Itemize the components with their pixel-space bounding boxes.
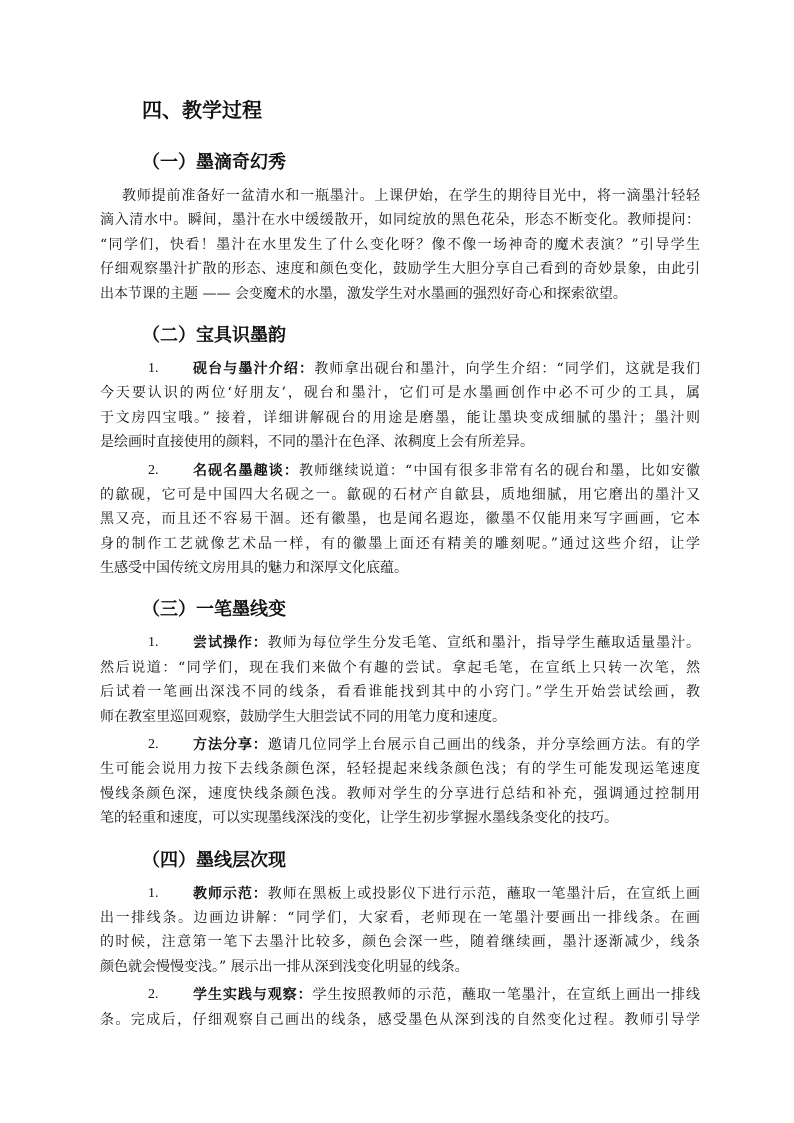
item-number: 1. — [148, 635, 159, 651]
item-first-line — [100, 733, 700, 757]
text-line: 的时候，注意第一笔下去墨汁比较多，颜色会深一些，随着继续画，墨汁逐渐减少，线条 — [100, 934, 700, 951]
text-line: 是绘画时直接使用的颜料，不同的墨汁在色泽、浓稠度上会有所差异。 — [100, 434, 534, 451]
text-line: 笔的轻重和速度，可以实现墨线深浅的变化，让学生初步掌握水墨线条变化的技巧。 — [100, 810, 618, 827]
text-line: 生感受中国传统文房用具的魅力和深厚文化底蕴。 — [100, 560, 408, 577]
item-label: 尝试操作： — [193, 635, 268, 652]
section — [100, 847, 700, 1032]
section — [100, 596, 700, 830]
list-item — [100, 983, 700, 1032]
item-text: 教师在黑板上或投影仪下进行示范，蘸取一笔墨汁后，在宣纸上画 — [267, 885, 701, 902]
item-text: 邀请几位同学上台展示自己画出的线条，并分享绘画方法。有的学 — [267, 737, 701, 754]
item-number: 1. — [148, 885, 159, 901]
text-line: “同学们，快看！墨汁在水里发生了什么变化呀？像不像一场神奇的魔术表演？”引导学生 — [100, 236, 700, 253]
section-heading: （四）墨线层次现 — [142, 849, 286, 871]
item-first-line — [100, 631, 700, 655]
item-label: 方法分享： — [193, 737, 268, 754]
text-line: 颜色就会慢慢变浅。” 展示出一排从深到浅变化明显的线条。 — [100, 958, 469, 975]
item-text: 教师为每位学生分发毛笔、宣纸和墨汁，指导学生蘸取适量墨汁。 — [267, 635, 701, 652]
item-first-line — [100, 983, 700, 1007]
item-text: 教师拿出砚台和墨汁，向学生介绍：“同学们，这就是我们 — [314, 360, 701, 377]
section-heading: （三）一笔墨线变 — [142, 599, 286, 621]
item-label: 名砚名墨趣谈： — [193, 462, 300, 479]
item-first-line — [100, 459, 700, 483]
item-number: 2. — [148, 737, 159, 753]
text-line: 仔细观察墨汁扩散的形态、速度和颜色变化，鼓励学生大胆分享自己看到的奇妙景象，由此引 — [100, 261, 700, 278]
text-line: 教师提前准备好一盆清水和一瓶墨汁。上课伊始，在学生的期待目光中，将一滴墨汁轻轻 — [122, 188, 700, 204]
page-title: 四、教学过程 — [142, 98, 262, 122]
text-line: 的歙砚，它可是中国四大名砚之一。歙砚的石材产自歙县，质地细腻，用它磨出的墨汁又 — [100, 486, 700, 503]
section — [100, 149, 700, 306]
text-line: 滴入清水中。瞬间，墨汁在水中缓缓散开，如同绽放的黑色花朵，形态不断变化。教师提问： — [100, 212, 700, 229]
item-label: 砚台与墨汁介绍： — [193, 360, 315, 377]
list-item — [100, 631, 700, 729]
text-line: 条。完成后，仔细观察自己画出的线条，感受墨色从深到浅的自然变化过程。教师引导学 — [100, 1011, 700, 1028]
item-first-line — [100, 357, 700, 381]
item-first-line — [100, 882, 700, 906]
text-line: 黑又亮，而且还不容易干涸。还有徽墨，也是闻名遐迩，徽墨不仅能用来写字画画，它本 — [100, 511, 700, 528]
item-text: 学生按照教师的示范，蘸取一笔墨汁，在宣纸上画出一排线 — [312, 987, 700, 1004]
paragraph — [100, 184, 700, 306]
list-item — [100, 733, 700, 831]
text-line: 出本节课的主题 —— 会变魔术的水墨，激发学生对水墨画的强烈好奇心和探索欲望。 — [100, 285, 627, 302]
text-line: 于文房四宝哦。” 接着，详细讲解砚台的用途是磨墨，能让墨块变成细腻的墨汁；墨汁则 — [100, 409, 700, 426]
text-line: 今天要认识的两位‘好朋友’，砚台和墨汁，它们可是水墨画创作中必不可少的工具，属 — [100, 385, 700, 402]
text-line: 师在教室里巡回观察，鼓励学生大胆尝试不同的用笔力度和速度。 — [100, 708, 506, 725]
item-number: 2. — [148, 987, 159, 1003]
text-line: 身的制作工艺就像艺术品一样，有的徽墨上面还有精美的雕刻呢。”通过这些介绍，让学 — [100, 535, 700, 552]
list-item — [100, 459, 700, 581]
text-line: 生可能会说用力按下去线条颜色深，轻轻提起来线条颜色浅；有的学生可能发现运笔速度 — [100, 761, 700, 778]
section-heading: （一）墨滴奇幻秀 — [142, 152, 286, 173]
text-line: 出一排线条。边画边讲解：“同学们，大家看，老师现在一笔墨汁要画出一排线条。在画 — [100, 909, 700, 926]
list-item — [100, 357, 700, 455]
text-line: 慢线条颜色深，速度快线条颜色浅。教师对学生的分享进行总结和补充，强调通过控制用 — [100, 785, 700, 802]
item-label: 教师示范： — [193, 885, 268, 902]
section-heading: （二）宝具识墨韵 — [142, 324, 286, 346]
document-body — [100, 96, 700, 1032]
item-label: 学生实践与观察： — [193, 987, 313, 1004]
item-text: 教师继续说道：“中国有很多非常有名的砚台和墨，比如安徽 — [299, 462, 701, 479]
item-number: 1. — [148, 360, 159, 376]
list-item — [100, 882, 700, 980]
text-line: 然后说道：“同学们，现在我们来做个有趣的尝试。拿起毛笔，在宣纸上只转一次笔，然 — [100, 659, 700, 676]
section — [100, 322, 700, 581]
item-number: 2. — [148, 462, 159, 478]
text-line: 后试着一笔画出深浅不同的线条，看看谁能找到其中的小窍门。”学生开始尝试绘画，教 — [100, 684, 700, 701]
